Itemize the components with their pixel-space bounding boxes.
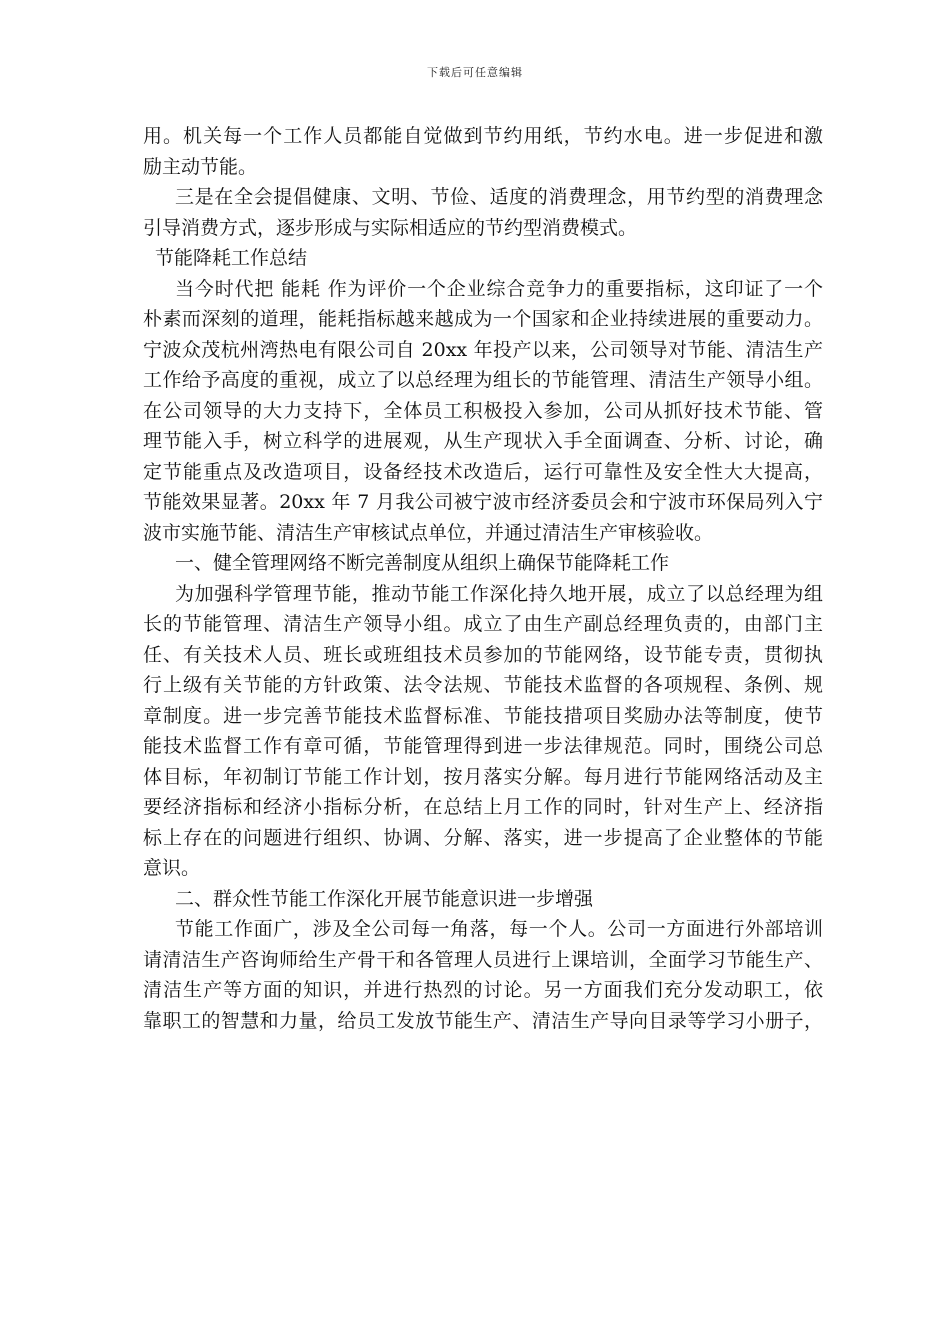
text-line: 励主动节能。 [143,155,258,178]
text-line: 引导消费方式，逐步形成与实际相适应的节约型消费模式。 [143,216,638,239]
text-line: 三是在全会提倡健康、文明、节俭、适度的消费理念，用节约型的消费理念 [175,186,823,208]
text-line: 章制度。进一步完善节能技术监督标准、节能技措项目奖励办法等制度，使节 [143,704,823,727]
text-line: 理节能入手，树立科学的进展观，从生产现状入手全面调查、分析、讨论，确 [143,430,823,452]
text-line: 请清洁生产咨询师给生产骨干和各管理人员进行上课培训，全面学习节能生产、 [143,948,823,971]
text-line: 一、健全管理网络不断完善制度从组织上确保节能降耗工作 [175,552,670,574]
page-header: 下载后可任意编辑 [427,66,523,79]
text-line: 清洁生产等方面的知识，并进行热烈的讨论。另一方面我们充分发动职工，依 [143,979,823,1001]
text-line: 当今时代把 能耗 作为评价一个企业综合竞争力的重要指标，这印证了一个 [175,277,823,300]
text-line: 节能工作面广，涉及全公司每一角落，每一个人。公司一方面进行外部培训 [175,918,823,940]
document-body [143,121,823,1036]
text-line: 靠职工的智慧和力量，给员工发放节能生产、清洁生产导向目录等学习小册子， [143,1009,823,1032]
text-line: 在公司领导的大力支持下，全体员工积极投入参加，公司从抓好技术节能、管 [143,399,823,422]
text-line: 任、有关技术人员、班长或班组技术员参加的节能网络，设节能专责，贯彻执 [143,643,823,666]
text-line: 节能降耗工作总结 [155,247,308,269]
text-line: 朴素而深刻的道理，能耗指标越来越成为一个国家和企业持续进展的重要动力。 [143,308,823,330]
text-line: 节能效果显著。20xx 年 7 月我公司被宁波市经济委员会和宁波市环保局列入宁 [143,491,823,513]
text-line: 工作给予高度的重视，成立了以总经理为组长的节能管理、清洁生产领导小组。 [143,369,823,391]
text-line: 要经济指标和经济小指标分析，在总结上月工作的同时，针对生产上、经济指 [143,796,823,818]
text-line: 二、群众性节能工作深化开展节能意识进一步增强 [175,887,594,910]
text-line: 为加强科学管理节能，推动节能工作深化持久地开展，成立了以总经理为组 [175,582,823,605]
text-line: 意识。 [143,857,201,879]
text-line: 定节能重点及改造项目，设备经技术改造后，运行可靠性及安全性大大提高， [143,460,823,483]
text-line: 用。机关每一个工作人员都能自觉做到节约用纸，节约水电。进一步促进和激 [143,125,823,147]
text-line: 波市实施节能、清洁生产审核试点单位，并通过清洁生产审核验收。 [143,521,714,544]
text-line: 宁波众茂杭州湾热电有限公司自 20xx 年投产以来，公司领导对节能、清洁生产 [143,338,823,361]
text-line: 长的节能管理、清洁生产领导小组。成立了由生产副总经理负责的，由部门主 [143,613,823,635]
text-line: 能技术监督工作有章可循，节能管理得到进一步法律规范。同时，围绕公司总 [143,735,823,757]
text-line: 体目标，年初制订节能工作计划，按月落实分解。每月进行节能网络活动及主 [143,765,823,788]
text-line: 标上存在的问题进行组织、协调、分解、落实，进一步提高了企业整体的节能 [143,826,823,849]
text-line: 行上级有关节能的方针政策、法令法规、节能技术监督的各项规程、条例、规 [143,674,823,696]
